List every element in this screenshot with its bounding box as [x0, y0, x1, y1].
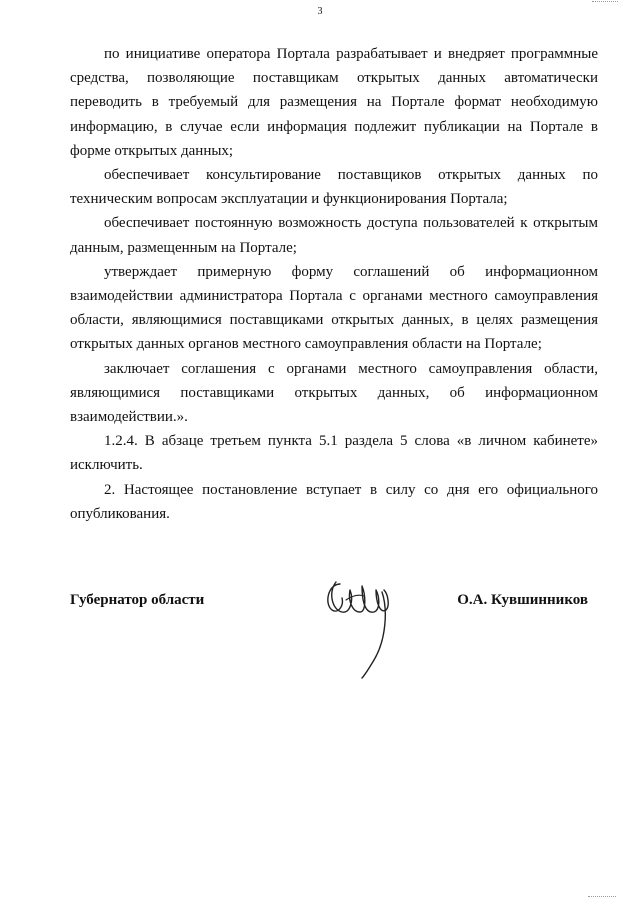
paragraph: утверждает примерную форму соглашений об информационном взаимодействии администратора Портала с органами местного самоуправления области, являющимися поставщиками открытых данных, в целях размещения открытых данных органов местного самоуправления области на Портале;	[70, 263, 598, 353]
paragraph: заключает соглашения с органами местного самоуправления области, являющимися поставщиками открытых данных, об информационном взаимодействии.».	[70, 360, 598, 426]
scan-mark-bottom	[588, 896, 616, 899]
paragraph: обеспечивает постоянную возможность доступа пользователей к открытым данным, размещенным на Портале;	[70, 215, 598, 256]
handwritten-signature	[318, 570, 398, 680]
paragraph: по инициативе оператора Портала разрабатывает и внедряет программные средства, позволяющие поставщикам открытых данных автоматически переводить в требуемый для размещения на Портале формат необходимую информацию, в случае если информация подлежит публикации на Портале в форме открытых данных;	[70, 46, 598, 159]
scan-mark-top	[592, 1, 618, 4]
paragraph: 2. Настоящее постановление вступает в силу со дня его официального опубликования.	[70, 481, 598, 522]
document-body	[70, 42, 598, 526]
page-number: 3	[317, 6, 323, 17]
signer-position: Губернатор области	[70, 592, 205, 608]
paragraph: 1.2.4. В абзаце третьем пункта 5.1 раздела 5 слова «в личном кабинете» исключить.	[70, 433, 598, 474]
signer-name: О.А. Кувшинников	[457, 592, 588, 608]
paragraph: обеспечивает консультирование поставщиков открытых данных по техническим вопросам эксплуатации и функционирования Портала;	[70, 167, 598, 208]
